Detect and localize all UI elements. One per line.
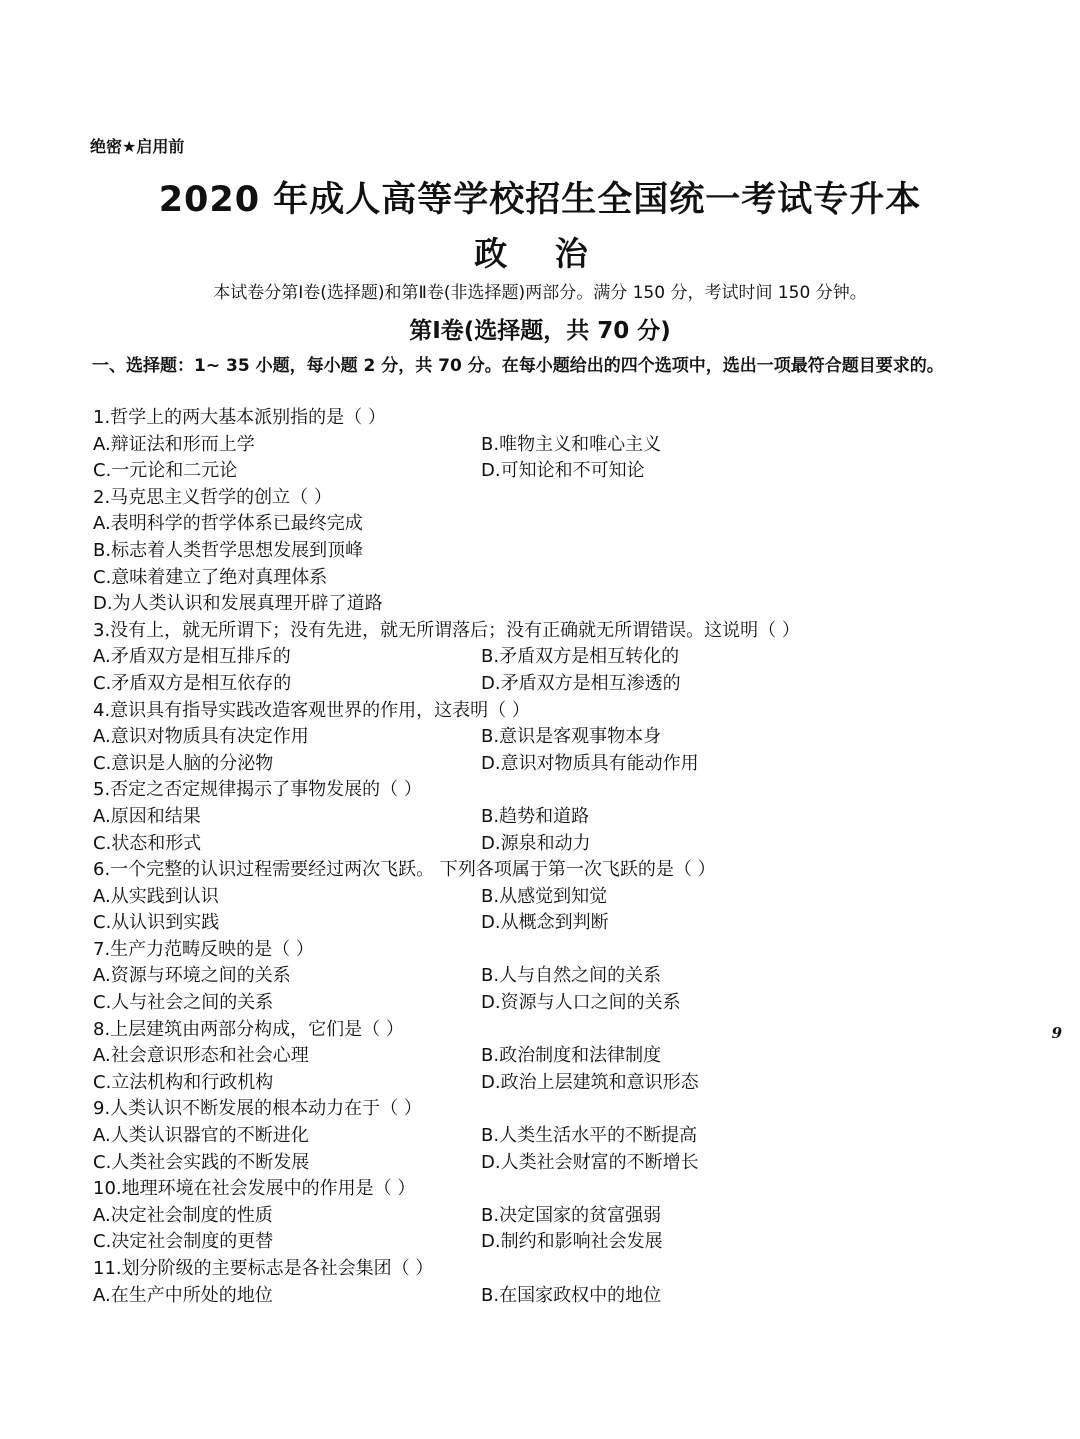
question-stem: 6.一个完整的认识过程需要经过两次飞跃。 下列各项属于第一次飞跃的是（ ） bbox=[93, 859, 716, 881]
answer-option: A.表明科学的哲学体系已最终完成 bbox=[93, 513, 363, 535]
answer-option: C.人与社会之间的关系 bbox=[93, 992, 274, 1014]
answer-option: A.辩证法和形而上学 bbox=[93, 433, 255, 455]
answer-option: D.可知论和不可知论 bbox=[481, 460, 645, 482]
answer-option: C.意味着建立了绝对真理体系 bbox=[93, 566, 328, 588]
question-stem: 7.生产力范畴反映的是（ ） bbox=[93, 938, 314, 960]
answer-option: D.资源与人口之间的关系 bbox=[481, 992, 681, 1014]
option-row bbox=[93, 990, 993, 1017]
answer-option: C.从认识到实践 bbox=[93, 912, 220, 934]
answer-option: A.人类认识器官的不断进化 bbox=[93, 1125, 309, 1147]
answer-option: D.制约和影响社会发展 bbox=[481, 1231, 663, 1253]
option-row bbox=[93, 511, 993, 538]
option-row bbox=[93, 1043, 993, 1070]
option-row bbox=[93, 591, 993, 618]
answer-option: D.人类社会财富的不断增长 bbox=[481, 1151, 699, 1173]
answer-option: A.决定社会制度的性质 bbox=[93, 1204, 273, 1226]
option-row bbox=[93, 724, 993, 751]
question-stem: 4.意识具有指导实践改造客观世界的作用，这表明（ ） bbox=[93, 699, 530, 721]
question-stem: 1.哲学上的两大基本派别指的是（ ） bbox=[93, 407, 386, 428]
option-row bbox=[93, 751, 993, 778]
question-stem: 3.没有上，就无所谓下；没有先进，就无所谓落后；没有正确就无所谓错误。这说明（ ） bbox=[93, 619, 800, 641]
option-row bbox=[93, 963, 993, 990]
option-row bbox=[93, 1229, 993, 1256]
question-list bbox=[93, 405, 993, 1309]
exam-intro: 本试卷分第Ⅰ卷(选择题)和第Ⅱ卷(非选择题)两部分。满分 150 分，考试时间 150 分钟。 bbox=[213, 283, 867, 303]
answer-option: B.政治制度和法律制度 bbox=[481, 1045, 662, 1067]
question-stem: 2.马克思主义哲学的创立（ ） bbox=[93, 486, 332, 508]
secret-label: 绝密★启用前 bbox=[90, 137, 185, 156]
answer-option: D.意识对物质具有能动作用 bbox=[481, 752, 699, 774]
question-stem: 9.人类认识不断发展的根本动力在于（ ） bbox=[93, 1098, 422, 1120]
answer-option: B.矛盾双方是相互转化的 bbox=[481, 646, 680, 668]
answer-option: D.源泉和动力 bbox=[481, 832, 591, 854]
question-stem: 10.地理环境在社会发展中的作用是（ ） bbox=[93, 1178, 416, 1200]
option-row bbox=[93, 1070, 993, 1097]
answer-option: C.决定社会制度的更替 bbox=[93, 1231, 274, 1253]
option-row bbox=[93, 1203, 993, 1230]
answer-option: D.为人类认识和发展真理开辟了道路 bbox=[93, 593, 383, 615]
answer-option: A.意识对物质具有决定作用 bbox=[93, 726, 309, 748]
answer-option: C.立法机构和行政机构 bbox=[93, 1071, 274, 1093]
option-row bbox=[93, 644, 993, 671]
exam-title: 2020 年成人高等学校招生全国统一考试专升本 bbox=[158, 180, 922, 220]
answer-option: B.唯物主义和唯心主义 bbox=[481, 433, 662, 455]
section-instructions: 一、选择题：1~ 35 小题，每小题 2 分，共 70 分。在每小题给出的四个选项中，选出一项最符合题目要求的。 bbox=[92, 356, 944, 376]
option-row bbox=[93, 910, 993, 937]
option-row bbox=[93, 884, 993, 911]
answer-option: D.矛盾双方是相互渗透的 bbox=[481, 672, 681, 694]
option-row bbox=[93, 538, 993, 565]
answer-option: A.矛盾双方是相互排斥的 bbox=[93, 646, 291, 668]
option-row bbox=[93, 1283, 993, 1310]
question-stem: 8.上层建筑由两部分构成，它们是（ ） bbox=[93, 1018, 404, 1040]
option-row bbox=[93, 565, 993, 592]
answer-option: B.从感觉到知觉 bbox=[481, 885, 608, 907]
option-row bbox=[93, 432, 993, 459]
question-stem: 5.否定之否定规律揭示了事物发展的（ ） bbox=[93, 779, 422, 801]
answer-option: C.意识是人脑的分泌物 bbox=[93, 752, 274, 774]
page-number: 9 bbox=[1051, 1024, 1062, 1042]
answer-option: A.资源与环境之间的关系 bbox=[93, 965, 291, 987]
answer-option: B.人与自然之间的关系 bbox=[481, 965, 662, 987]
answer-option: B.人类生活水平的不断提高 bbox=[481, 1125, 698, 1147]
answer-option: B.意识是客观事物本身 bbox=[481, 726, 662, 748]
answer-option: C.人类社会实践的不断发展 bbox=[93, 1151, 310, 1173]
option-row bbox=[93, 671, 993, 698]
answer-option: B.趋势和道路 bbox=[481, 805, 590, 827]
part-heading: 第Ⅰ卷(选择题，共 70 分) bbox=[409, 318, 671, 344]
option-row bbox=[93, 458, 993, 485]
answer-option: C.状态和形式 bbox=[93, 832, 202, 854]
answer-option: D.从概念到判断 bbox=[481, 912, 609, 934]
option-row bbox=[93, 1150, 993, 1177]
answer-option: B.在国家政权中的地位 bbox=[481, 1284, 662, 1306]
question-stem: 11.划分阶级的主要标志是各社会集团（ ） bbox=[93, 1258, 434, 1279]
answer-option: A.从实践到认识 bbox=[93, 885, 219, 907]
answer-option: A.社会意识形态和社会心理 bbox=[93, 1045, 309, 1067]
answer-option: A.原因和结果 bbox=[93, 805, 201, 827]
answer-option: C.矛盾双方是相互依存的 bbox=[93, 672, 292, 694]
option-row bbox=[93, 1123, 993, 1150]
answer-option: B.决定国家的贫富强弱 bbox=[481, 1204, 662, 1226]
answer-option: A.在生产中所处的地位 bbox=[93, 1284, 273, 1306]
answer-option: B.标志着人类哲学思想发展到顶峰 bbox=[93, 539, 364, 561]
option-row bbox=[93, 804, 993, 831]
exam-subject: 政 治 bbox=[474, 234, 606, 273]
answer-option: C.一元论和二元论 bbox=[93, 460, 238, 482]
answer-option: D.政治上层建筑和意识形态 bbox=[481, 1071, 699, 1093]
option-row bbox=[93, 831, 993, 858]
